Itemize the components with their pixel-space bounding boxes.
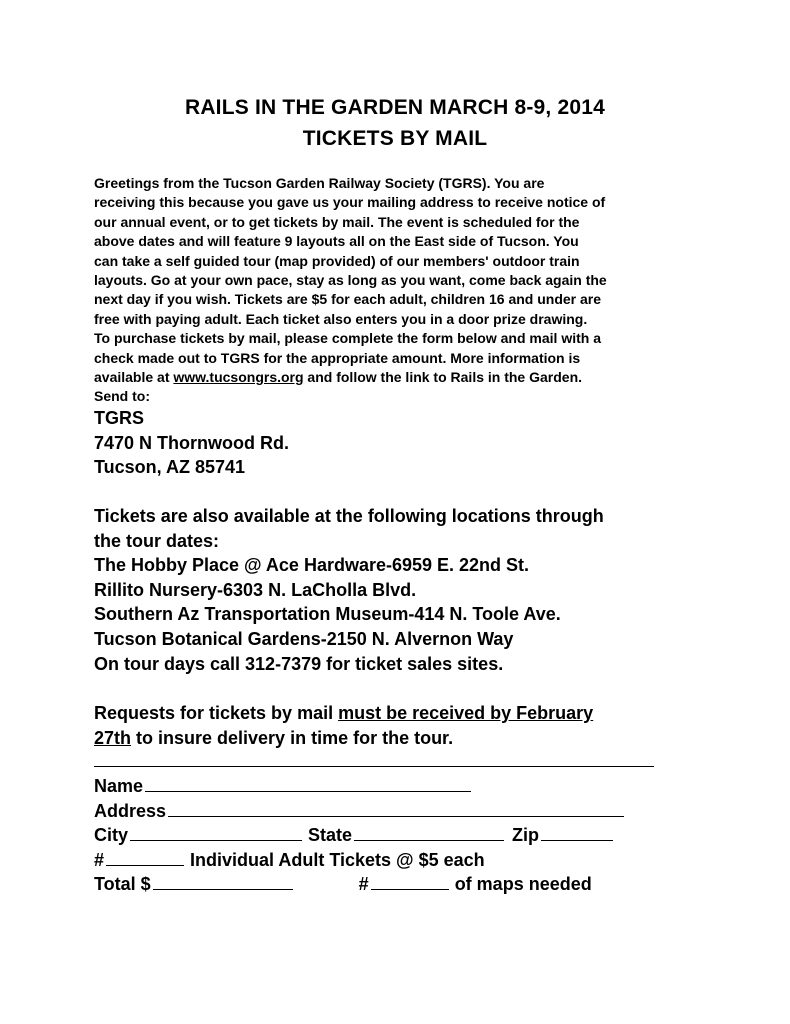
mailing-address <box>94 406 289 480</box>
state-label: State <box>308 825 353 846</box>
state-field[interactable] <box>354 822 504 841</box>
intro-line: above dates and will feature 9 layouts all on the East side of Tucson. You <box>94 233 579 250</box>
location-item: Tucson Botanical Gardens-2150 N. Alvernon Way <box>94 628 514 649</box>
location-item: Southern Az Transportation Museum-414 N. Toole Ave. <box>94 604 561 625</box>
address-label: Address <box>94 800 167 821</box>
zip-field[interactable] <box>541 822 613 841</box>
locations-intro: the tour dates: <box>94 530 220 551</box>
name-label: Name <box>94 776 144 796</box>
zip-label: Zip <box>512 825 540 846</box>
ticket-locations <box>94 504 604 676</box>
address-field[interactable] <box>168 798 624 817</box>
total-row <box>94 871 626 896</box>
location-item: On tour days call 312-7379 for ticket sales sites. <box>94 653 504 674</box>
total-field[interactable] <box>153 871 293 890</box>
maps-count-field[interactable] <box>371 871 449 890</box>
city-field[interactable] <box>130 822 302 841</box>
address-name: TGRS <box>94 408 145 428</box>
intro-line: our annual event, or to get tickets by mail. The event is scheduled for the <box>94 213 580 230</box>
deadline-date: 27th <box>94 727 132 748</box>
address-street: 7470 N Thornwood Rd. <box>94 432 290 453</box>
location-item: Rillito Nursery-6303 N. LaCholla Blvd. <box>94 579 417 600</box>
total-label: Total $ <box>94 874 151 895</box>
divider-line <box>94 766 654 767</box>
ticket-count-field[interactable] <box>106 847 184 866</box>
locations-intro: Tickets are also available at the following locations through <box>94 506 604 526</box>
maps-label: of maps needed <box>454 874 592 895</box>
hash-label: # <box>94 849 105 870</box>
intro-line: free with paying adult. Each ticket also enters you in a door prize drawing. <box>94 310 588 327</box>
intro-line: Greetings from the Tucson Garden Railway Society (TGRS). You are <box>94 175 545 191</box>
form-title: TICKETS BY MAIL <box>302 127 488 150</box>
intro-line: To purchase tickets by mail, please complete the form below and mail with a <box>94 330 601 347</box>
intro-paragraph <box>94 174 704 407</box>
address-row <box>94 798 626 823</box>
send-to-label: Send to: <box>94 388 150 405</box>
deadline-text: must be received by February <box>338 703 594 723</box>
intro-line: check made out to TGRS for the appropriate amount. More information is <box>94 349 581 366</box>
tickets-row <box>94 847 626 872</box>
intro-line: receiving this because you gave us your mailing address to receive notice of <box>94 194 606 211</box>
intro-line: layouts. Go at your own pace, stay as long as you want, come back again the <box>94 272 607 289</box>
city-label: City <box>94 825 129 846</box>
request-deadline: Requests for tickets by mail must be received by February 27th to insure delivery in time for the tour. <box>94 703 594 748</box>
location-item: The Hobby Place @ Ace Hardware-6959 E. 22nd St. <box>94 555 530 576</box>
event-title: RAILS IN THE GARDEN MARCH 8-9, 2014 <box>184 96 606 119</box>
address-city: Tucson, AZ 85741 <box>94 457 246 478</box>
hash-label: # <box>358 874 369 895</box>
city-row <box>94 822 626 847</box>
intro-line: can take a self guided tour (map provided) of our members' outdoor train <box>94 252 580 269</box>
website-link[interactable]: www.tucsongrs.org <box>173 369 304 386</box>
intro-line-link: available at www.tucsongrs.org and follow the link to Rails in the Garden. <box>94 369 583 386</box>
name-row <box>94 773 626 798</box>
intro-line: next day if you wish. Tickets are $5 for each adult, children 16 and under are <box>94 291 602 308</box>
name-field[interactable] <box>145 773 471 792</box>
order-form <box>94 773 626 896</box>
tickets-label: Individual Adult Tickets @ $5 each <box>190 849 485 870</box>
